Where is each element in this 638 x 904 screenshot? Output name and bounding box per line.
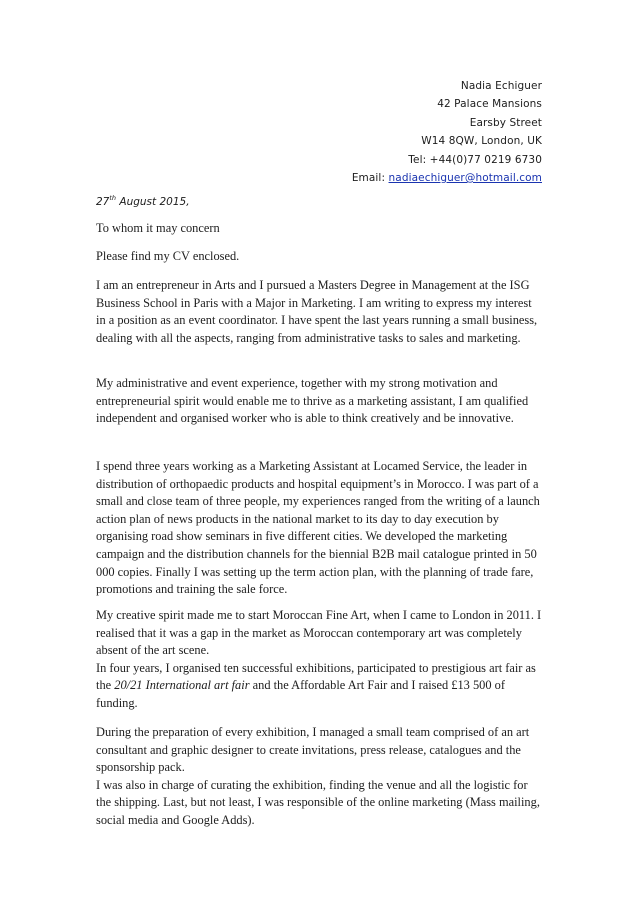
date-day: 27 <box>96 196 110 208</box>
paragraph-4 <box>96 607 542 713</box>
address-line-2: Earsby Street <box>469 116 542 129</box>
address-line-3: W14 8QW, London, UK <box>421 135 542 148</box>
email-label: Email: <box>351 172 389 185</box>
sender-email-line <box>352 169 542 187</box>
date-rest: August 2015, <box>116 196 190 208</box>
address-line-1: 42 Palace Mansions <box>437 98 542 111</box>
sender-name: Nadia Echiguer <box>460 80 542 92</box>
paragraph-2: My administrative and event experience, together with my strong motivation and entrepreneurial spirit would enable me to thrive as a marketing assistant, I am qualified independent and organised worker who is able to think creatively and be innovative. <box>96 376 529 426</box>
sender-address-block <box>352 77 542 187</box>
intro-line: Please find my CV enclosed. <box>96 249 240 263</box>
art-fair-name: 20/21 International art fair <box>114 678 250 693</box>
sender-telephone: Tel: +44(0)77 0219 6730 <box>408 153 542 166</box>
paragraph-3: I spend three years working as a Marketing Assistant at Locamed Service, the leader in distribution of orthopaedic products and hospital equipment’s in Morocco. I was part of a small and close team of three people, my experiences ranged from the writing of a launch action plan of news products in the national market to its day to day execution by organising road show seminars in five different cities. We developed the marketing campaign and the distribution channels for the biennial B2B mail catalogue printed in 50 000 copies. Finally I was setting up the term action plan, with the planning of trade fare, promotions and training the sale force. <box>96 459 540 597</box>
paragraph-5 <box>96 724 542 830</box>
paragraph-5b: I was also in charge of curating the exhibition, finding the venue and all the logistic for the shipping. Last, but not least, I was responsible of the online marketing (Mass mailing, social media and Google Adds). <box>96 777 540 827</box>
salutation: To whom it may concern <box>96 221 220 235</box>
date-suffix: th <box>109 194 117 202</box>
letter-date <box>96 194 190 208</box>
paragraph-5a: During the preparation of every exhibition, I managed a small team comprised of an art consultant and graphic designer to create invitations, press release, catalogues and the sponsorship pack. <box>96 725 530 775</box>
paragraph-4b: In four years, I organised ten successful exhibitions, participated to prestigious art fair as the 20/21 International art fair and the Affordable Art Fair and I raised £13 500 of funding. <box>96 660 536 710</box>
paragraph-4a: My creative spirit made me to start Moroccan Fine Art, when I came to London in 2011. I realised that it was a gap in the market as Moroccan contemporary art was completely absent of the art scene. <box>96 608 542 658</box>
paragraph-1: I am an entrepreneur in Arts and I pursued a Masters Degree in Management at the ISG Business School in Paris with a Major in Marketing. I am writing to express my interest in a position as an event coordinator. I have spent the last years running a small business, dealing with all the aspects, ranging from administrative tasks to sales and marketing. <box>96 278 538 345</box>
email-link[interactable]: nadiaechiguer@hotmail.com <box>388 172 542 185</box>
